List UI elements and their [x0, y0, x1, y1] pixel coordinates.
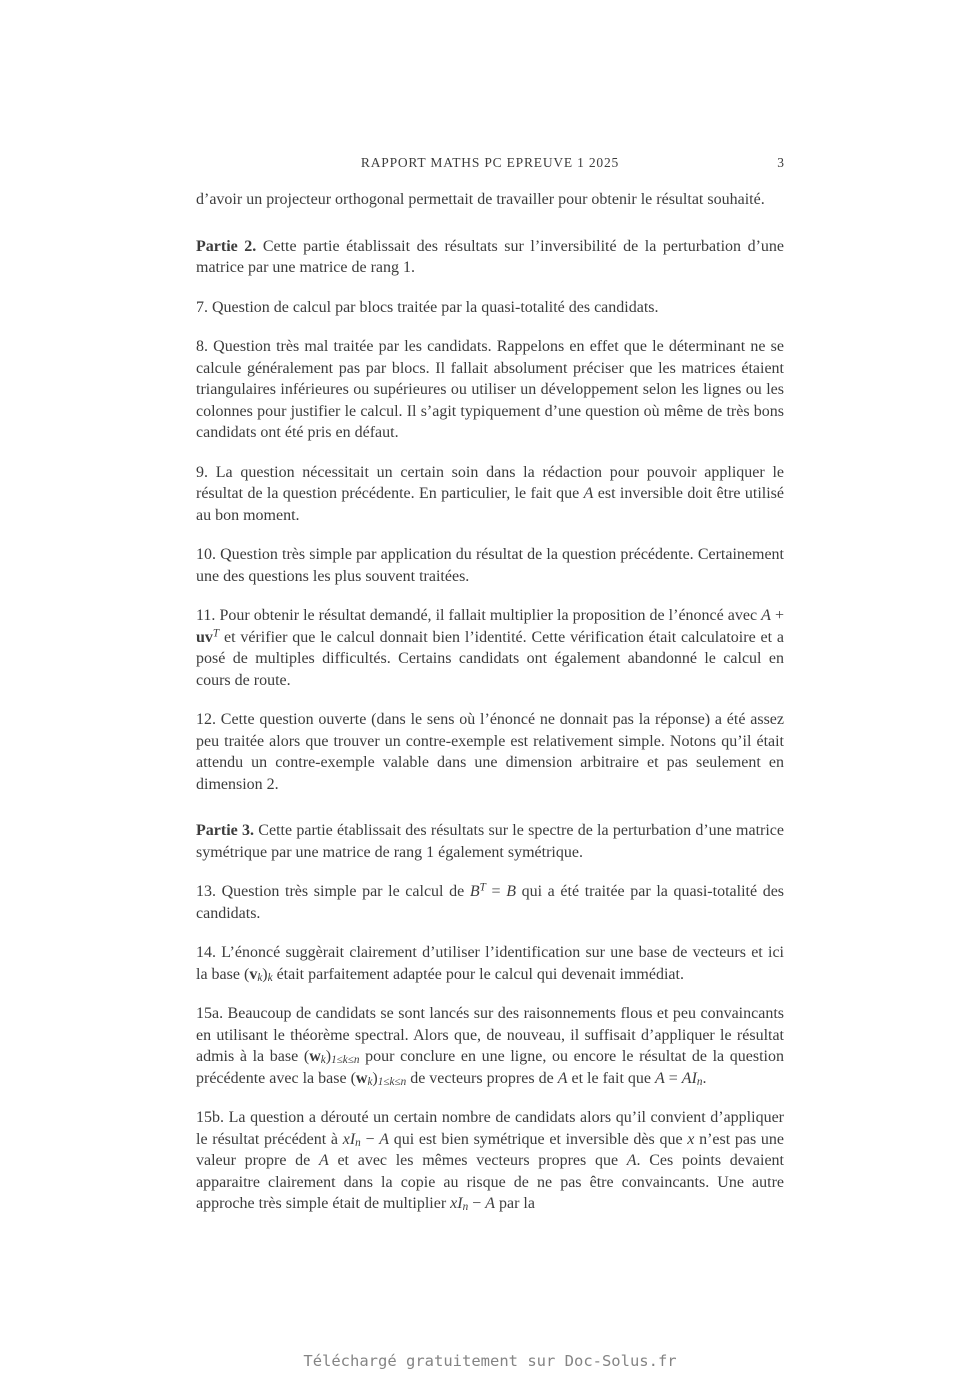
text-run: et avec les mêmes vecteurs propres que	[328, 1152, 627, 1169]
paragraph	[196, 336, 784, 444]
text-run: xI	[342, 1130, 356, 1148]
running-title: RAPPORT MATHS PC EPREUVE 1 2025	[360, 155, 620, 170]
footer-watermark-text: Téléchargé gratuitement sur Doc-Solus.fr	[303, 1352, 677, 1370]
text-run: d’avoir un projecteur orthogonal permettait de travailler pour obtenir le résultat souhaité.	[196, 191, 765, 208]
text-run: 12. Cette question ouverte (dans le sens où l’énoncé ne donnait pas la réponse) a été assez peu traitée alors que trouver un contre-exemple est relativement simple. Notons qu’il était attendu un contre-exemple valable dans une dimension arbitraire et pas seulement en dimension 2.	[196, 711, 784, 793]
text-run: B	[469, 883, 480, 900]
text-run: 1≤k≤n	[331, 1054, 360, 1067]
text-run: et vérifier que le calcul donnait bien l’identité. Cette vérification était calculatoire et a posé de multiples difficultés. Certains candidats ont également abandonné le calcul en cours de route.	[196, 628, 784, 689]
text-run: A	[485, 1195, 495, 1212]
text-run: . Ces points devaient apparaitre clairement dans la copie au risque de ne pas être convaincants. Une autre approche très simple était de multiplier	[196, 1152, 784, 1212]
text-run: qui a été traitée par la quasi-totalité des candidats.	[196, 883, 785, 922]
text-run: )	[262, 965, 268, 983]
paragraph	[196, 942, 784, 985]
text-run: 9. La question nécessitait un certain soin dans la rédaction pour pouvoir appliquer le résultat de la question précédente. En particulier, le fait que	[196, 463, 784, 502]
paragraph	[196, 605, 784, 691]
text-run: 11. Pour obtenir le résultat demandé, il fallait multiplier la proposition de l’énoncé avec	[196, 607, 762, 624]
text-run: k	[367, 1075, 373, 1088]
text-run: 10. Question très simple par application du résultat de la question précédente. Certainement une des questions les plus souvent traitées.	[196, 546, 784, 585]
page-header	[196, 155, 784, 173]
text-run: uv	[196, 628, 213, 646]
text-run: et le fait que	[567, 1069, 655, 1087]
paragraph	[196, 544, 784, 587]
text-run: A	[654, 1069, 665, 1087]
text-run: .	[702, 1069, 707, 1087]
paragraph	[196, 1003, 784, 1089]
text-run: n	[696, 1075, 703, 1088]
text-run: xI	[450, 1195, 463, 1212]
text-run: Cette partie établissait des résultats sur le spectre de la perturbation d’une matrice symétrique par une matrice de rang 1 également symétrique.	[196, 822, 785, 861]
text-run: v	[249, 965, 258, 983]
text-run: A	[626, 1152, 637, 1169]
text-run: 13. Question très simple par le calcul de	[196, 883, 470, 900]
text-run: −	[468, 1195, 486, 1212]
text-run: A	[318, 1152, 329, 1169]
text-run: T	[212, 626, 220, 639]
text-run: était parfaitement adaptée pour le calcul qui devenait immédiat.	[272, 965, 684, 983]
text-run: Partie 2.	[196, 237, 257, 255]
text-run: k	[257, 971, 263, 984]
text-run: est inversible doit être utilisé au bon moment.	[196, 485, 784, 524]
text-run: B	[506, 883, 516, 900]
paragraph	[196, 189, 784, 211]
text-run: −	[360, 1130, 380, 1148]
text-run: de vecteurs propres de	[406, 1069, 558, 1087]
document-body	[196, 189, 784, 1215]
text-run: A	[761, 607, 771, 624]
text-run: T	[479, 881, 486, 894]
text-run: 7. Question de calcul par blocs traitée par la quasi-totalité des candidats.	[196, 298, 659, 316]
text-run: n’est pas une valeur propre de	[196, 1130, 784, 1169]
text-run: A	[583, 485, 594, 502]
text-run: A	[557, 1069, 568, 1087]
page-number: 3	[777, 155, 784, 170]
text-run: )	[325, 1048, 332, 1065]
text-run: x	[687, 1130, 695, 1148]
text-run: A	[379, 1130, 389, 1148]
text-run: =	[485, 883, 507, 900]
text-run: 15a. Beaucoup de candidats se sont lancés sur des raisonnements flous et peu convaincants en utilisant le théorème spectral. Alors que, de nouveau, il suffisait d’appliquer le résultat admis à la base (	[196, 1005, 784, 1065]
section-paragraph	[196, 820, 784, 863]
text-run: 8. Question très mal traitée par les candidats. Rappelons en effet que le déterminant ne se calcule généralement pas par blocs. Il fallait absolument préciser que les matrices étaient triangulaires inférieures ou supérieures ou utiliser un développement selon les lignes ou les colonnes pour justifier le calcul. Il s’agit typiquement d’une question où même de très bons candidats ont été pris en défaut.	[196, 338, 784, 441]
paragraph	[196, 297, 784, 319]
text-run: k	[267, 971, 273, 984]
text-run: 14. L’énoncé suggèrait clairement d’utiliser l’identification sur une base de vecteurs et ici la base (	[196, 944, 784, 983]
text-run: w	[309, 1048, 321, 1065]
text-run: )	[372, 1069, 378, 1087]
text-run: k	[320, 1054, 326, 1067]
text-run: 1≤k≤n	[377, 1075, 407, 1088]
paragraph	[196, 881, 784, 924]
section-paragraph	[196, 236, 784, 279]
text-run: par la	[494, 1195, 535, 1212]
paragraph	[196, 709, 784, 795]
text-run: w	[355, 1069, 368, 1087]
text-run: Partie 3.	[196, 822, 255, 839]
text-run: =	[664, 1069, 682, 1087]
text-run: n	[462, 1201, 469, 1214]
text-run: pour conclure en une ligne, ou encore le résultat de la question précédente avec la base (	[196, 1048, 785, 1087]
text-run: Cette partie établissait des résultats sur l’inversibilité de la perturbation d’une matrice par une matrice de rang 1.	[196, 237, 785, 276]
text-run: qui est bien symétrique et inversible dès que	[388, 1130, 688, 1148]
text-run: +	[770, 607, 784, 624]
text-run: AI	[681, 1069, 697, 1087]
paragraph	[196, 1107, 784, 1215]
page-footer	[0, 1352, 980, 1370]
text-run: 15b. La question a dérouté un certain nombre de candidats alors qu’il convient d’appliquer le résultat précédent à	[196, 1109, 784, 1148]
paragraph	[196, 462, 784, 527]
text-run: n	[355, 1136, 361, 1149]
